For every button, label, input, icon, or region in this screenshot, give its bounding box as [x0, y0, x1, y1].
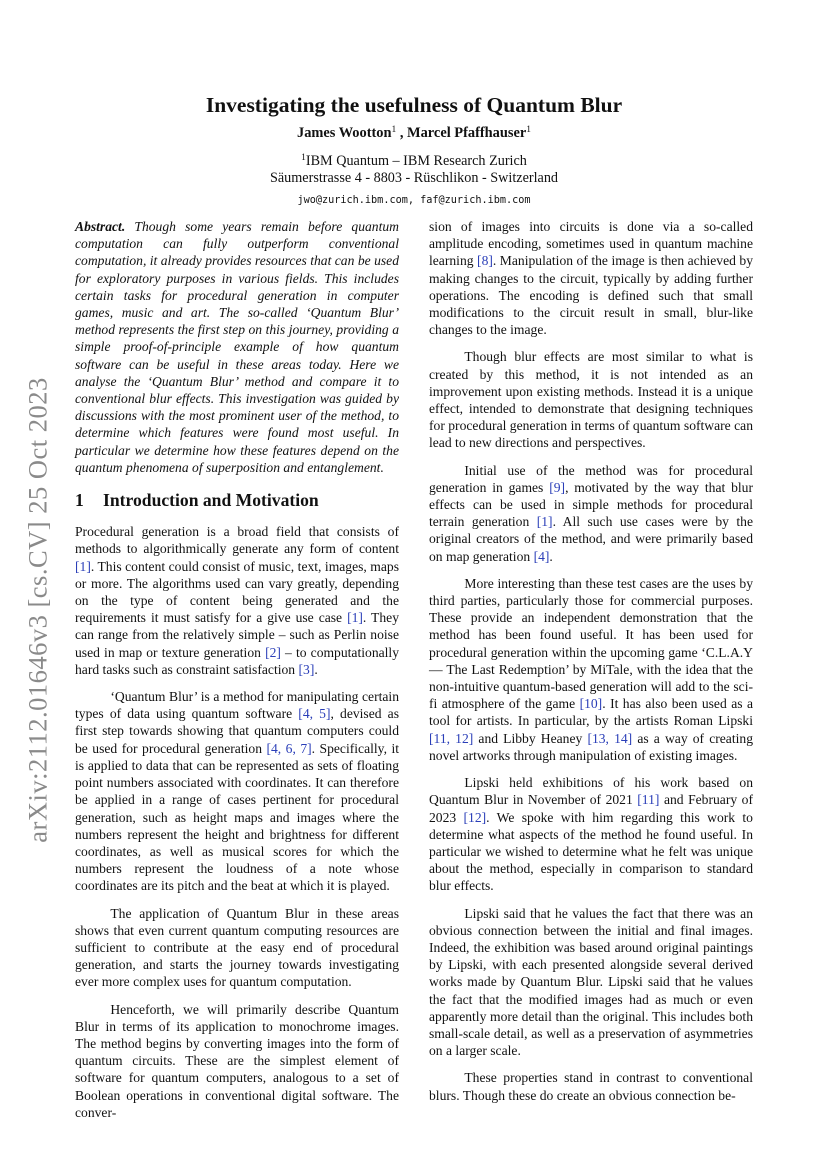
- paragraph-text: Lipski said that he values the fact that there was an obvious connection between the initial and final images. Indeed, the exhibition was based around original paintings by Lipski, with each presented alongside several derived works made by Quantum Blur. Lipski said that he values the fact that the modified images had as much or even apparently more detail than the original. This includes both small-scale detail, as well as a preservation of asymmetries on a larger scale.: [429, 905, 753, 1059]
- paragraph-text: The application of Quantum Blur in these areas shows that even current quantum computing resources are sufficient to contribute at the easy end of procedural generation, and starts the journey towards investigating ever more complex uses for quantum computation.: [75, 905, 399, 990]
- citation-link[interactable]: [1]: [536, 514, 553, 530]
- body-paragraph: [429, 218, 753, 338]
- section-number: 1: [75, 490, 84, 511]
- author-affiliation-mark: 1: [391, 125, 397, 135]
- citation-link[interactable]: [8]: [477, 253, 493, 269]
- arxiv-stamp-text: arXiv:2112.01646v3 [cs.CV] 25 Oct 2023: [22, 377, 53, 843]
- paragraph-text: Procedural generation is a broad field that consists of methods to algorithmically generate any form of content: [75, 524, 399, 557]
- paragraph-text: .: [549, 548, 553, 564]
- author-affiliation-mark: 1: [526, 125, 531, 135]
- paragraph-text: . All such use cases were by the original creators of the method, and were primarily based on map generation: [429, 514, 753, 564]
- paragraph-text: . This content could consist of music, text, images, maps or more. The algorithms used can vary greatly, depending on the type of content being generated and the requirements it must satisfy for a give use case: [75, 558, 399, 626]
- body-paragraph: [429, 905, 753, 1060]
- citation-link[interactable]: [9]: [549, 479, 566, 495]
- citation-link[interactable]: [3]: [298, 661, 315, 677]
- abstract-text: Though some years remain before quantum computation can fully outperform conventional computation, it already provides resources that can be used for exploratory purposes in various fields. This includes certain tasks for procedural generation in computer games, music and art. The so-called ‘Quantum Blur’ method represents the first step on this journey, providing a simple proof-of-principle example of how quantum software can be useful in these areas today. Here we analyse the ‘Quantum Blur’ method and compare it to conventional blur effects. This investigation was guided by discussions with the most prominent user of the method, to determine which features were found most useful. In particular we determine how these features depend on the quantum phenomena of superposition and entanglement.: [75, 219, 399, 475]
- paragraph-text: , devised as first step towards showing that quantum computers could be used for procedural generation: [75, 706, 399, 756]
- affiliation: [0, 150, 828, 187]
- paragraph-text: sion of images into circuits is done via a so-called amplitude encoding, sometimes used in quantum machine learning: [429, 219, 753, 269]
- paragraph-text: Henceforth, we will primarily describe Quantum Blur in terms of its application to monochrome images. The method begins by converting images into the form of quantum circuits. These are the simplest element of software for quantum computers, analogous to a set of Boolean operations in conventional digital software. The conver-: [75, 1001, 399, 1120]
- author-name: James Wootton: [297, 125, 392, 141]
- paragraph-text: , motivated by the way that blur effects can be used in simple methods for procedural terrain generation: [429, 479, 753, 530]
- paragraph-text: . We spoke with him regarding this work to determine what aspects of the method he found useful. In particular we wished to determine what he felt was unique about the method, especially in comparison to standard blur effects.: [429, 809, 753, 894]
- citation-link[interactable]: [10]: [579, 696, 603, 712]
- author-emails: jwo@zurich.ibm.com, faf@zurich.ibm.com: [297, 195, 531, 206]
- paragraph-text: ‘Quantum Blur’ is a method for manipulating certain types of data using quantum software: [75, 689, 399, 722]
- right-body: [429, 218, 753, 1104]
- body-paragraph: [75, 523, 399, 678]
- body-paragraph: [429, 348, 753, 451]
- body-paragraph: [75, 905, 399, 991]
- citation-link[interactable]: [12]: [463, 809, 487, 825]
- body-paragraph: [429, 774, 753, 894]
- paragraph-text: Though blur effects are most similar to what is created by this method, it is not intended as an improvement upon existing methods. Instead it is a unique effect, intended to demonstrate that designing techniques for procedural generation in terms of quantum software can lead to new directions and perspectives.: [429, 349, 753, 451]
- paragraph-text: as a way of creating novel artworks through manipulation of existing images.: [429, 730, 753, 763]
- body-paragraph: [429, 462, 753, 565]
- paper-title: Investigating the usefulness of Quantum Blur: [205, 93, 623, 117]
- paragraph-text: .: [314, 661, 318, 677]
- section-heading: [75, 492, 399, 509]
- body-paragraph: [75, 1001, 399, 1121]
- citation-link[interactable]: [4]: [533, 548, 550, 564]
- citation-link[interactable]: [4, 5]: [298, 706, 331, 722]
- section-title: Introduction and Motivation: [103, 490, 319, 511]
- paragraph-text: and February of 2023: [429, 792, 753, 825]
- citation-link[interactable]: [4, 6, 7]: [266, 740, 312, 756]
- left-column: [75, 218, 399, 1131]
- left-body: [75, 523, 399, 1121]
- paragraph-text: Lipski held exhibitions of his work based on Quantum Blur in November of 2021: [429, 775, 753, 808]
- paragraph-text: – to computationally hard tasks such as constraint satisfaction: [75, 644, 399, 677]
- paragraph-text: . It has also been used as a tool for artists. In particular, by the artists Roman Lipski: [429, 696, 753, 729]
- affiliation-address: Säumerstrasse 4 - 8803 - Rüschlikon - Switzerland: [269, 170, 559, 186]
- author-name: Marcel Pfaffhauser: [407, 125, 527, 141]
- abstract: [75, 218, 399, 476]
- author-list: [0, 125, 828, 142]
- paragraph-text: . They can range from the relatively simple – such as Perlin noise used in map or texture generation: [75, 610, 399, 660]
- paragraph-text: . Specifically, it is applied to data that can be represented as sets of floating point numbers associated with coordinates. It can therefore be applied in a range of cases pertinent for procedural generation, such as height maps and images where the numbers represent the height and brightness for different coordinates, as well as musical scores for which the numbers represent the loudness of a note whose coordinates are its pitch and the beat at which it is played.: [75, 740, 400, 894]
- citation-link[interactable]: [1]: [75, 558, 91, 574]
- paragraph-text: and Libby Heaney: [473, 730, 588, 746]
- affiliation-mark: 1: [301, 153, 306, 163]
- body-paragraph: [75, 688, 399, 894]
- affiliation-line: $^1$IBM Quantum – IBM Research Zurich: [301, 153, 527, 169]
- body-paragraph: [429, 1069, 753, 1103]
- citation-link[interactable]: [11]: [637, 792, 660, 808]
- citation-link[interactable]: [11, 12]: [429, 730, 474, 746]
- paragraph-text: More interesting than these test cases are the uses by third parties, particularly those for commercial purposes. These provide an independent demonstration that the method has been found useful. It has been used for procedural generation within the upcoming game ‘C.L.A.Y — The Last Redemption’ by MiTale, with the idea that the non-intuitive quantum-based generation will add to the sci-fi atmosphere of the game: [429, 575, 753, 712]
- author-separator: ,: [396, 125, 408, 141]
- citation-link[interactable]: [13, 14]: [587, 730, 633, 746]
- right-column: [429, 218, 753, 1114]
- paragraph-text: . Manipulation of the image is then achieved by making changes to the circuit, typically by adding further operations. The encoding is defined such that small modifications to the circuit result in small, blur-like changes to the image.: [429, 253, 754, 338]
- arxiv-stamp: [8, 360, 68, 860]
- abstract-label: Abstract.: [75, 219, 126, 234]
- citation-link[interactable]: [1]: [347, 610, 363, 626]
- citation-link[interactable]: [2]: [265, 644, 281, 660]
- paragraph-text: Initial use of the method was for procedural generation in games: [429, 462, 753, 495]
- paragraph-text: These properties stand in contrast to conventional blurs. Though these do create an obvious connection be-: [429, 1070, 753, 1103]
- body-paragraph: [429, 575, 753, 764]
